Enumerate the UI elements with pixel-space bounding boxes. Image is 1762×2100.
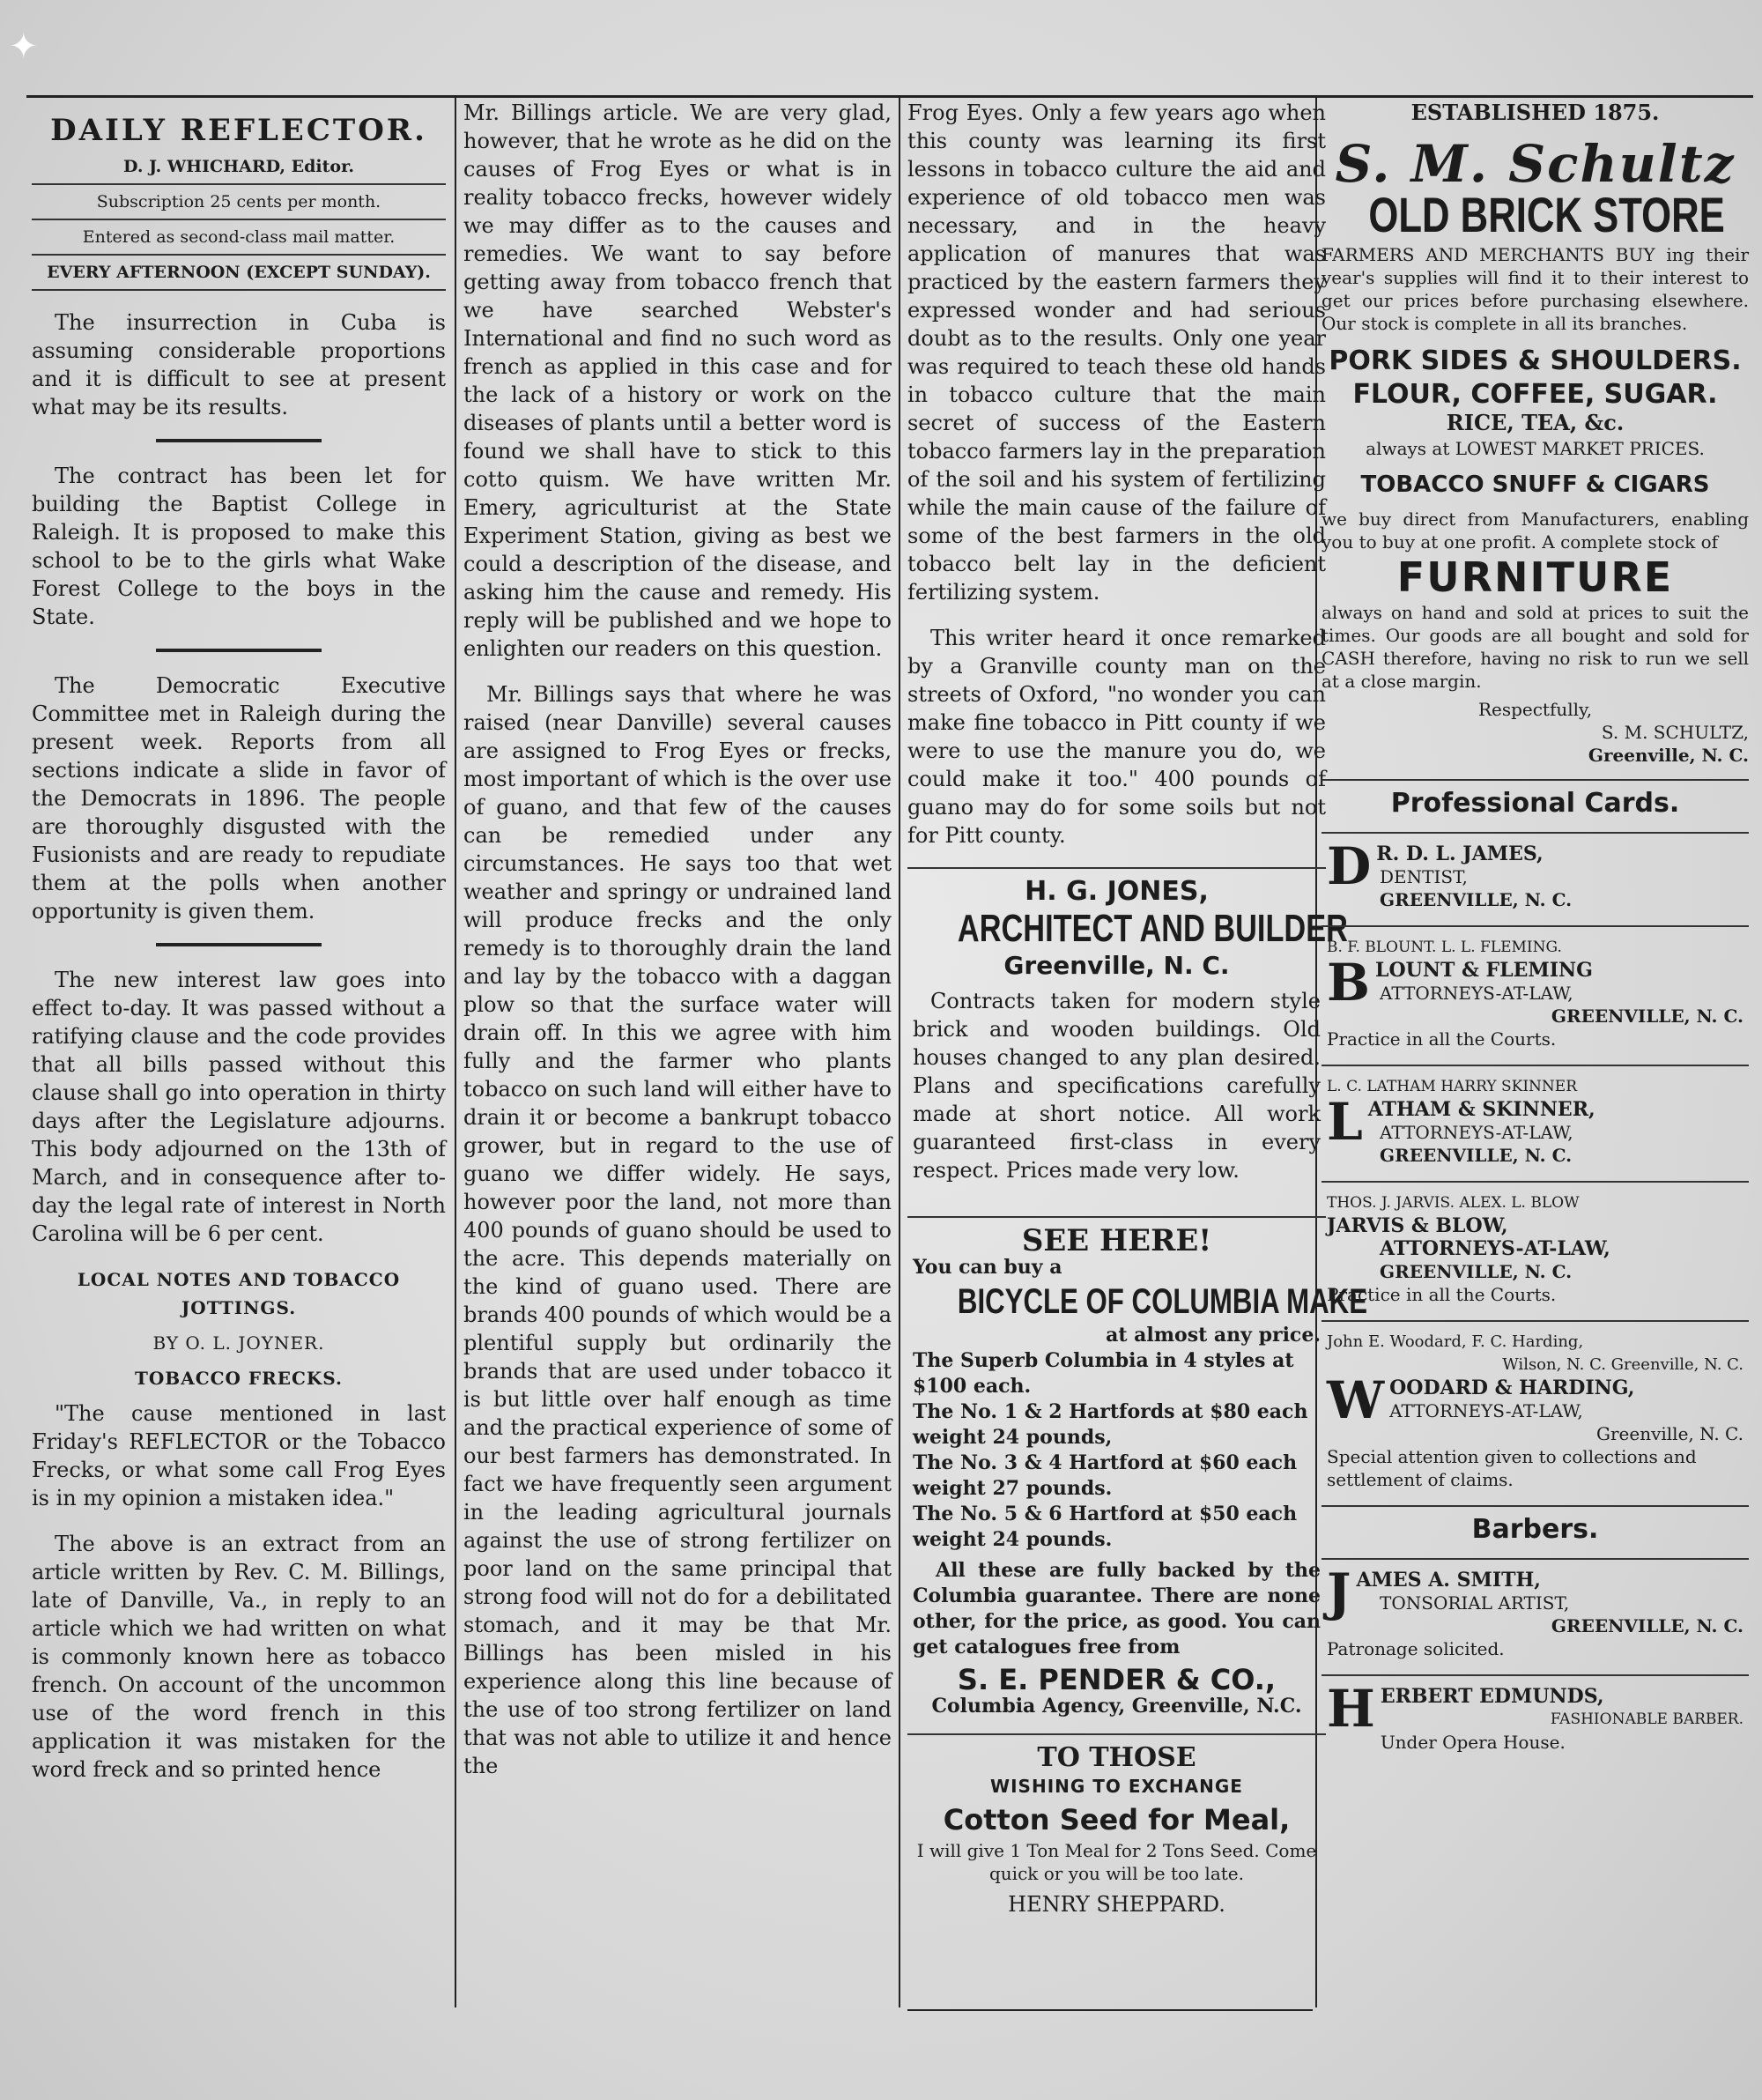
- cards-title: Professional Cards.: [1390, 788, 1680, 819]
- woodard-note: Special attention given to collections and settlement of claims.: [1327, 1446, 1697, 1490]
- direct-text: we buy direct from Manufacturers, enabling you to buy at one profit. A complete stock of: [1322, 508, 1749, 553]
- dropcap-j: J: [1327, 1562, 1351, 1622]
- schultz-signature: S. M. SCHULTZ,: [1601, 722, 1749, 743]
- james-town: GREENVILLE, N. C.: [1380, 889, 1573, 910]
- edmunds-note: Under Opera House.: [1380, 1732, 1566, 1753]
- jones-text: Contracts taken for modern style brick and wooden buildings. Old houses changed to any plan desired. Plans and specifications carefully made at short notice. All work guaranteed first-class in every respect. Prices made very low.: [913, 989, 1321, 1183]
- divider: [156, 439, 322, 442]
- barbers-section: [1322, 1505, 1749, 1553]
- james-title: DENTIST,: [1380, 866, 1468, 887]
- blount-town: GREENVILLE, N. C.: [1551, 1005, 1743, 1027]
- masthead-schedule: EVERY AFTERNOON (EXCEPT SUNDAY).: [32, 256, 446, 291]
- cotton-seed-heading: Cotton Seed for Meal,: [943, 1803, 1291, 1837]
- smith-card: [1322, 1558, 1749, 1669]
- tobacco-line: TOBACCO SNUFF & CIGARS: [1360, 471, 1710, 498]
- billings-extract-paragraph: The above is an extract from an article written by Rev. C. M. Billings, late of Danville, Va., in reply to an article which we had written on what is commonly known here as tobacco french. On account of the uncommon use of the word french in this application it was mistaken for the word freck and so printed hence: [32, 1532, 446, 1782]
- edmunds-title: FASHIONABLE BARBER.: [1550, 1710, 1743, 1728]
- column-3: [907, 99, 1368, 2011]
- price-line-1: The Superb Columbia in 4 styles at $100 each.: [913, 1349, 1294, 1398]
- jarvis-card: [1322, 1181, 1749, 1315]
- latham-firm: ATHAM & SKINNER,: [1367, 1098, 1595, 1121]
- schultz-town: Greenville, N. C.: [1588, 745, 1749, 766]
- woodard-title: ATTORNEYS-AT-LAW,: [1389, 1400, 1583, 1421]
- store-name: OLD BRICK STORE: [1368, 187, 1725, 242]
- jones-town: Greenville, N. C.: [1003, 951, 1230, 980]
- barbers-title: Barbers.: [1471, 1514, 1599, 1545]
- pender-name: S. E. PENDER & CO.,: [957, 1663, 1277, 1696]
- edmunds-card: [1322, 1674, 1749, 1762]
- rice-line: RICE, TEA, &c.: [1446, 410, 1625, 435]
- top-rule: [26, 95, 1753, 98]
- sheppard-name: HENRY SHEPPARD.: [1008, 1892, 1225, 1917]
- onhand-text: always on hand and sold at prices to suit the times. Our goods are all bought and sold for CASH therefore, having no risk to run we sell at a close margin.: [1322, 602, 1749, 692]
- divider: [156, 649, 322, 652]
- blount-note: Practice in all the Courts.: [1327, 1028, 1557, 1050]
- edmunds-name: ERBERT EDMUNDS,: [1380, 1685, 1604, 1708]
- woodard-town: Greenville, N. C.: [1595, 1423, 1743, 1444]
- baptist-college-paragraph: The contract has been let for building the Baptist College in Raleigh. It is proposed to make this school to be to the girls what Wake Forest College to the boys in the State.: [32, 464, 446, 629]
- column-1: [32, 99, 446, 2011]
- established-line: ESTABLISHED 1875.: [1410, 100, 1660, 125]
- jarvis-town: GREENVILLE, N. C.: [1380, 1261, 1573, 1282]
- price-line-3: The No. 3 & 4 Hartford at $60 each weight 27 pounds.: [913, 1451, 1298, 1500]
- divider: [156, 943, 322, 946]
- cuba-paragraph: The insurrection in Cuba is assuming considerable proportions and it is difficult to see at present what may be its results.: [32, 310, 446, 419]
- can-buy-line: You can buy a: [913, 1256, 1062, 1279]
- masthead-editor: D. J. WHICHARD, Editor.: [32, 150, 446, 185]
- latham-title: ATTORNEYS-AT-LAW,: [1380, 1122, 1573, 1143]
- guarantee-text: All these are fully backed by the Columbia guarantee. There are none other, for the price, as good. You can get catalogues free from: [913, 1559, 1321, 1658]
- jarvis-note: Practice in all the Courts.: [1327, 1284, 1557, 1305]
- latham-card: [1322, 1065, 1749, 1176]
- farmers-text: FARMERS AND MERCHANTS BUY ing their year's supplies will find it to their interest to get our prices before purchasing elsewhere. Our stock is complete in all its branches.: [1322, 244, 1749, 334]
- bottom-rule: [907, 2009, 1313, 2011]
- respectfully-line: Respectfully,: [1477, 699, 1593, 720]
- jones-advertisement: [907, 867, 1348, 1211]
- james-name: R. D. L. JAMES,: [1376, 842, 1544, 865]
- woodard-names: John E. Woodard, F. C. Harding,: [1327, 1332, 1584, 1351]
- woodard-firm: OODARD & HARDING,: [1389, 1377, 1635, 1399]
- jarvis-firm: JARVIS & BLOW,: [1327, 1214, 1508, 1237]
- latham-town: GREENVILLE, N. C.: [1380, 1145, 1573, 1166]
- offer-text: I will give 1 Ton Meal for 2 Tons Seed. Come quick or you will be too late.: [916, 1840, 1317, 1884]
- sub-title: TOBACCO FRECKS.: [134, 1368, 343, 1389]
- column-4: [1322, 99, 1749, 2011]
- lowest-prices-line: always at LOWEST MARKET PRICES.: [1366, 438, 1705, 459]
- billings-says-paragraph: Mr. Billings says that where he was raised (near Danville) several causes are assigned to Frog Eyes or frecks, most important of which is the over use of guano, and that few of the causes can be remedied under any circumstances. He says too that wet weather and springy or undrained land will produce frecks and the only remedy is to thoroughly drain the land and lay by the tobacco with a daggan plow so that the surface water will drain off. In this we agree with him fully and the farmer who plants tobacco on such land will either have to drain it or become a bankrupt tobacco grower, but in regard to the use of guano we differ widely. He says, however poor the land, not more than 400 pounds of guano should be used to the acre. This depends materially on the kind of guano used. There are brands 400 pounds of which would be a plentiful supply but ordinarily the brands that are used under tobacco it is but little over half enough as time and the practical experience of some of our best farmers has demonstrated. In fact we have frequently seen argument in the leading agricultural journals against the use of strong fertilizer on poor land on the same principal that strong food will not do for a debilitated stomach, and it may be that Mr. Billings has been misled in his experience along this line because of the use of too strong fertilizer on land that was not able to utilize it and hence the: [463, 682, 892, 1778]
- bicycle-heading: BICYCLE OF COLUMBIA MAKE: [957, 1282, 1368, 1321]
- jones-trade: ARCHITECT AND BUILDER: [957, 907, 1348, 950]
- schultz-script: S. M. Schultz: [1335, 134, 1736, 194]
- bird-mark-icon: ✦: [9, 26, 39, 67]
- blount-card: [1322, 925, 1749, 1059]
- frog-eyes-paragraph: Frog Eyes. Only a few years ago when this county was learning its first lessons in tobacco culture the aid and experience of old tobacco men was necessary, and in the heavy application of manures that was practiced by the eastern farmers they expressed wonder and had serious doubt as to the results. Only one year was required to teach these old hands in tobacco culture that the main secret of success of the Eastern tobacco farmers lay in the preparation of the soil and his system of fertilizing while the main cause of the failure of some of the best farmers in the old tobacco belt lay in the deficient fertilizing system.: [907, 100, 1326, 605]
- column-2: [463, 99, 892, 2011]
- price-line-4: The No. 5 & 6 Hartford at $50 each weight 24 pounds.: [913, 1503, 1298, 1551]
- masthead-mail: Entered as second-class mail matter.: [32, 220, 446, 256]
- cotton-seed-advertisement: [907, 1733, 1326, 1927]
- dropcap-b: B: [1327, 953, 1371, 1013]
- woodard-places: Wilson, N. C. Greenville, N. C.: [1502, 1355, 1743, 1374]
- democratic-committee-paragraph: The Democratic Executive Committee met in Raleigh during the present week. Reports from all sections indicate a slide in favor of the Democrats in 1896. The people are thoroughly disgusted with the Fusionists and are ready to repudiate them at the polls when another opportunity is given them.: [32, 673, 446, 924]
- columbia-agency: Columbia Agency, Greenville, N.C.: [931, 1695, 1302, 1718]
- any-price-line: at almost any price.: [1106, 1324, 1321, 1347]
- latham-names: L. C. LATHAM HARRY SKINNER: [1327, 1078, 1578, 1095]
- smith-name: AMES A. SMITH,: [1356, 1569, 1541, 1592]
- jarvis-names: THOS. J. JARVIS. ALEX. L. BLOW: [1327, 1194, 1580, 1212]
- section-title: LOCAL NOTES AND TOBACCO JOTTINGS.: [77, 1269, 401, 1318]
- smith-town: GREENVILLE, N. C.: [1551, 1615, 1743, 1636]
- flour-line: FLOUR, COFFEE, SUGAR.: [1352, 379, 1718, 410]
- blount-names: B. F. BLOUNT. L. L. FLEMING.: [1327, 939, 1562, 956]
- jones-name: H. G. JONES,: [1025, 876, 1209, 907]
- to-those-heading: TO THOSE: [1037, 1742, 1196, 1773]
- professional-cards: [1322, 779, 1749, 827]
- masthead-subscription: Subscription 25 cents per month.: [32, 185, 446, 220]
- tobacco-frecks-quote: "The cause mentioned in last Friday's REFLECTOR or the Tobacco Frecks, or what some call Frog Eyes is in my opinion a mistaken idea.": [32, 1401, 446, 1510]
- furniture-heading: FURNITURE: [1396, 553, 1674, 601]
- dropcap-h: H: [1327, 1679, 1375, 1739]
- column-rule-2: [899, 95, 900, 2007]
- jarvis-title: ATTORNEYS-AT-LAW,: [1380, 1237, 1610, 1260]
- price-line-2: The No. 1 & 2 Hartfords at $80 each weight 24 pounds,: [913, 1400, 1308, 1449]
- dropcap-w: W: [1327, 1370, 1385, 1430]
- dropcap-l: L: [1327, 1092, 1363, 1152]
- byline: BY O. L. JOYNER.: [152, 1332, 325, 1354]
- james-card: [1322, 832, 1749, 920]
- woodard-card: [1322, 1320, 1749, 1500]
- column-rule-1: [455, 95, 456, 2007]
- see-here-heading: SEE HERE!: [1021, 1223, 1212, 1258]
- smith-note: Patronage solicited.: [1327, 1638, 1505, 1659]
- masthead-title: DAILY REFLECTOR.: [50, 113, 427, 148]
- bicycle-advertisement: [907, 1216, 1368, 1728]
- blount-title: ATTORNEYS-AT-LAW,: [1380, 983, 1573, 1004]
- interest-law-paragraph: The new interest law goes into effect to-day. It was passed without a ratifying clause and the code provides that all bills passed without this clause shall go into operation in thirty days after the Legislature adjourns. This body adjourned on the 13th of March, and in consequence after to-day the legal rate of interest in North Carolina will be 6 per cent.: [32, 968, 446, 1246]
- wishing-line: WISHING TO EXCHANGE: [990, 1776, 1243, 1797]
- blount-firm: LOUNT & FLEMING: [1375, 959, 1593, 982]
- billings-article-paragraph: Mr. Billings article. We are very glad, however, that he wrote as he did on the causes of Frog Eyes or what is in reality tobacco frecks, however widely we may differ as to the causes and remedies. We want to say before getting away from tobacco french that we have searched Webster's International and find no such word as french as applied in this case and for the lack of a history or work on the diseases of plants until a better word is found we shall have to stick to this cotto quism. We have written Mr. Emery, agriculturist at the State Experiment Station, giving as best we could a description of the disease, and asking him the cause and remedy. His reply will be published and we hope to enlighten our readers on this question.: [463, 100, 892, 661]
- pork-line: PORK SIDES & SHOULDERS.: [1329, 345, 1742, 376]
- granville-paragraph: This writer heard it once remarked by a Granville county man on the streets of Oxford, "no wonder you can make fine tobacco in Pitt county if we were to use the manure you do, we could make it too." 400 pounds of guano may do for some soils but not for Pitt county.: [907, 626, 1326, 848]
- smith-title: TONSORIAL ARTIST,: [1380, 1592, 1570, 1614]
- dropcap-d: D: [1327, 836, 1372, 896]
